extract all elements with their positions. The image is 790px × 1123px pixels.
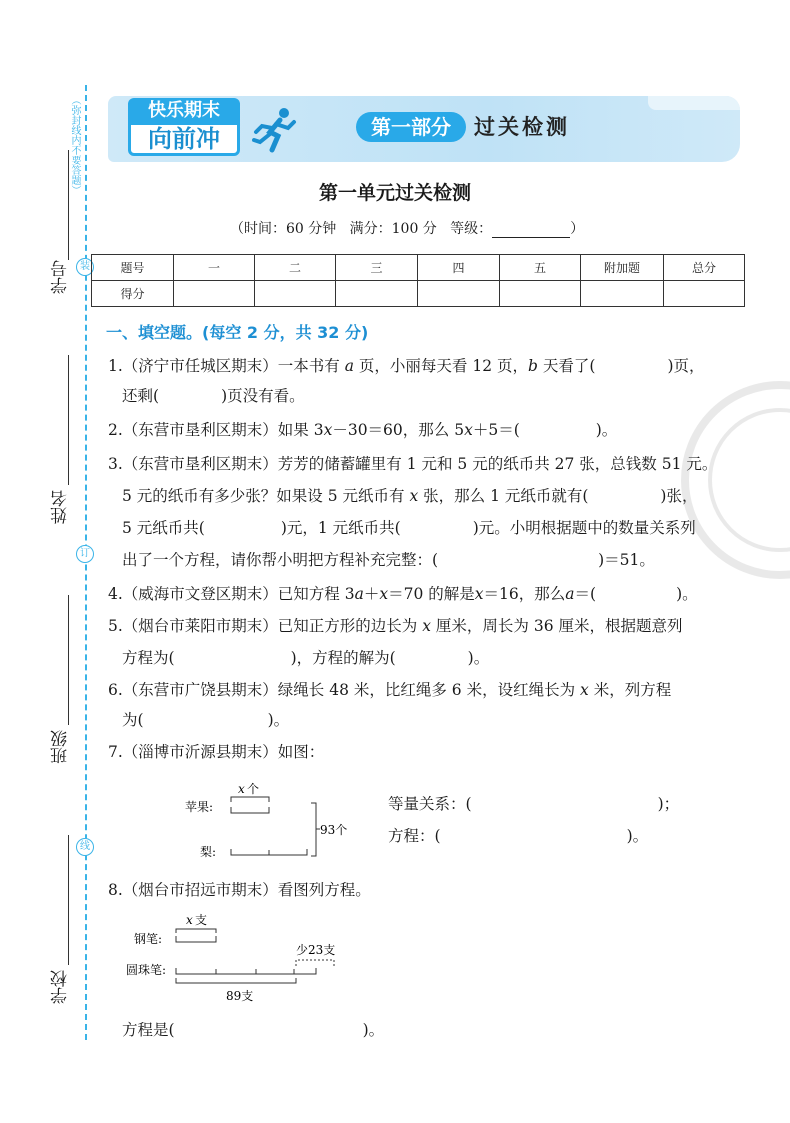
score-cell[interactable] bbox=[581, 281, 664, 307]
q4-text: ＝16，那么 bbox=[483, 585, 566, 603]
q7-total-label: 93个 bbox=[320, 823, 348, 837]
q4-variable: a bbox=[354, 585, 364, 603]
q8-text: 方程是( bbox=[122, 1021, 175, 1039]
q7-apple-label: 苹果: bbox=[185, 800, 214, 814]
q3-variable: x bbox=[409, 487, 419, 505]
q3-text: )元，1 元纸币共( bbox=[280, 519, 401, 537]
q7-text: 方程：( bbox=[388, 827, 441, 845]
q7-apple-bar bbox=[231, 807, 269, 813]
seal-note: （弥封线内不要答题） bbox=[69, 95, 80, 195]
table-header-cell: 四 bbox=[418, 255, 500, 281]
q3-text: )元。小明根据题中的数量关系列 bbox=[472, 519, 696, 537]
q5-variable: x bbox=[422, 617, 431, 635]
exam-info bbox=[230, 218, 630, 238]
q4-variable: x bbox=[474, 585, 484, 603]
time-info: （时间：60 分钟 bbox=[230, 221, 337, 237]
class-line bbox=[68, 595, 69, 725]
q4-variable: a bbox=[565, 585, 575, 603]
banner-tab bbox=[648, 96, 740, 110]
q4-text: ＝( bbox=[574, 585, 597, 603]
logo-bottom-text: 向前冲 bbox=[128, 122, 240, 156]
score-cell[interactable] bbox=[500, 281, 581, 307]
q6-variable: x bbox=[580, 681, 589, 699]
q4-text: ＋ bbox=[363, 585, 380, 603]
q6-text: 6.（东营市广饶县期末）绿绳长 48 米，比红绳多 6 米，设红绳长为 bbox=[108, 681, 576, 699]
q5-text: 厘米，周长为 36 厘米，根据题意列 bbox=[435, 617, 683, 635]
q8-equation bbox=[122, 1020, 384, 1040]
q8-diagram bbox=[120, 908, 350, 1008]
q5-text: )。 bbox=[467, 649, 490, 667]
table-header-cell: 一 bbox=[174, 255, 255, 281]
question-1-line-2 bbox=[122, 386, 305, 406]
score-cell[interactable] bbox=[418, 281, 500, 307]
full-score-info: 满分：100 分 bbox=[349, 221, 437, 237]
table-header-cell: 题号 bbox=[92, 255, 174, 281]
question-2 bbox=[108, 420, 617, 440]
school-line bbox=[68, 835, 69, 965]
student-id-label: 学号 bbox=[51, 260, 71, 294]
name-line bbox=[68, 355, 69, 485]
question-6-line-1 bbox=[108, 680, 671, 700]
watermark-seal bbox=[680, 380, 790, 580]
grade-blank[interactable] bbox=[492, 224, 570, 238]
q3-text: 5 元纸币共( bbox=[122, 519, 205, 537]
table-row bbox=[92, 281, 745, 307]
score-cell[interactable] bbox=[174, 281, 255, 307]
logo-top-text: 快乐期末 bbox=[128, 98, 240, 124]
question-3-line-3 bbox=[122, 518, 696, 538]
q5-text: 方程为( bbox=[122, 649, 175, 667]
q8-pen-label: 钢笔: bbox=[134, 932, 163, 946]
q8-ball-label: 圆珠笔: bbox=[126, 963, 167, 977]
q8-text: )。 bbox=[362, 1021, 385, 1039]
question-3-line-2 bbox=[122, 486, 697, 506]
q2-variable: x bbox=[323, 421, 333, 439]
q7-equation bbox=[388, 826, 648, 846]
q2-variable: x bbox=[464, 421, 473, 439]
q1-text: )页没有看。 bbox=[221, 387, 305, 405]
question-3-line-1: 3.（东营市垦利区期末）芳芳的储蓄罐里有 1 元和 5 元的纸币共 27 张，总钱数 51 元。 bbox=[108, 455, 718, 473]
part-title: 过关检测 bbox=[474, 115, 570, 139]
q7-text: )。 bbox=[626, 827, 649, 845]
header-banner bbox=[108, 96, 740, 162]
q8-pen-bar bbox=[176, 936, 216, 942]
q3-text: )＝51。 bbox=[598, 551, 655, 569]
q8-total-label: 89支 bbox=[226, 989, 254, 1003]
q4-text: ＝70 的解是 bbox=[388, 585, 475, 603]
page-title: 第一单元过关检测 bbox=[318, 182, 471, 204]
class-label: 班级 bbox=[51, 730, 71, 764]
q8-ball-bar bbox=[176, 968, 316, 974]
score-table bbox=[91, 254, 745, 307]
question-7: 7.（淄博市沂源县期末）如图： bbox=[108, 743, 325, 761]
table-header-cell: 五 bbox=[500, 255, 581, 281]
q1-text: 还剩( bbox=[122, 387, 160, 405]
question-1-line-1 bbox=[108, 356, 705, 376]
table-header-cell: 总分 bbox=[664, 255, 745, 281]
score-cell[interactable] bbox=[664, 281, 745, 307]
question-3-line-4 bbox=[122, 550, 655, 570]
table-header-cell: 附加题 bbox=[581, 255, 664, 281]
grade-label: 等级： bbox=[450, 221, 493, 237]
q7-pear-bar bbox=[231, 849, 307, 855]
q7-apple-brace bbox=[231, 797, 269, 802]
q6-text: 米，列方程 bbox=[593, 681, 672, 699]
q3-text: 出了一个方程，请你帮小明把方程补充完整：( bbox=[122, 551, 439, 569]
score-cell[interactable] bbox=[336, 281, 418, 307]
q2-text: －30＝60，那么 5 bbox=[332, 421, 465, 439]
seal-mark-2: 订 bbox=[76, 545, 94, 563]
seal-mark-1: 装 bbox=[76, 258, 94, 276]
q3-text: 5 元的纸币有多少张？如果设 5 元纸币有 bbox=[122, 487, 405, 505]
q4-variable: x bbox=[379, 585, 389, 603]
q7-equation-relation bbox=[388, 794, 679, 814]
q8-x-var: x bbox=[186, 913, 193, 927]
q3-text: )张， bbox=[660, 487, 698, 505]
q7-text: )； bbox=[657, 795, 680, 813]
table-row-label: 得分 bbox=[92, 281, 174, 307]
runner-icon bbox=[250, 106, 298, 156]
seal-mark-3: 线 bbox=[76, 838, 94, 856]
q7-total-brace bbox=[311, 803, 320, 856]
q2-text: ＋5＝( bbox=[472, 421, 520, 439]
q1-variable-a: a bbox=[344, 357, 354, 375]
q1-text: 天看了( bbox=[542, 357, 596, 375]
part-badge: 第一部分 bbox=[356, 112, 466, 142]
q8-pen-brace bbox=[176, 929, 216, 933]
q1-variable-b: b bbox=[528, 357, 538, 375]
school-label: 学校 bbox=[51, 970, 71, 1004]
question-4 bbox=[108, 584, 698, 604]
q7-x-var: x bbox=[238, 782, 245, 796]
q4-text: 4.（威海市文登区期末）已知方程 3 bbox=[108, 585, 355, 603]
q8-less-label: 少23支 bbox=[296, 943, 336, 957]
question-6-line-2 bbox=[122, 710, 289, 730]
q7-pear-label: 梨: bbox=[200, 845, 217, 859]
q5-text: 5.（烟台市莱阳市期末）已知正方形的边长为 bbox=[108, 617, 418, 635]
q3-text: 张，那么 1 元纸币就有( bbox=[423, 487, 589, 505]
q7-text: 等量关系：( bbox=[388, 795, 472, 813]
table-header-cell: 二 bbox=[255, 255, 336, 281]
question-5-line-1 bbox=[108, 616, 683, 636]
student-id-line bbox=[68, 150, 69, 260]
q7-x-unit: 个 bbox=[247, 782, 260, 796]
question-8: 8.（烟台市招远市期末）看图列方程。 bbox=[108, 881, 371, 899]
table-row bbox=[92, 255, 745, 281]
q6-text: 为( bbox=[122, 711, 144, 729]
q8-x-unit: 支 bbox=[195, 913, 208, 927]
score-cell[interactable] bbox=[255, 281, 336, 307]
q7-diagram bbox=[180, 776, 370, 866]
q2-text: )。 bbox=[595, 421, 618, 439]
q2-text: 2.（东营市垦利区期末）如果 3 bbox=[108, 421, 324, 439]
question-5-line-2 bbox=[122, 648, 489, 668]
q1-text: 页，小丽每天看 12 页， bbox=[358, 357, 528, 375]
section-heading: 一、填空题。(每空 2 分，共 32 分) bbox=[106, 323, 369, 342]
q8-total-brace bbox=[176, 978, 296, 983]
q5-text: )，方程的解为( bbox=[290, 649, 396, 667]
q1-text: 1.（济宁市任城区期末）一本书有 bbox=[108, 357, 340, 375]
q4-text: )。 bbox=[676, 585, 698, 603]
q1-text: )页， bbox=[667, 357, 705, 375]
name-label: 姓名 bbox=[51, 490, 71, 524]
table-header-cell: 三 bbox=[336, 255, 418, 281]
q6-text: )。 bbox=[267, 711, 290, 729]
exam-info-close: ） bbox=[570, 221, 585, 237]
q8-dashed-extension bbox=[296, 960, 334, 966]
